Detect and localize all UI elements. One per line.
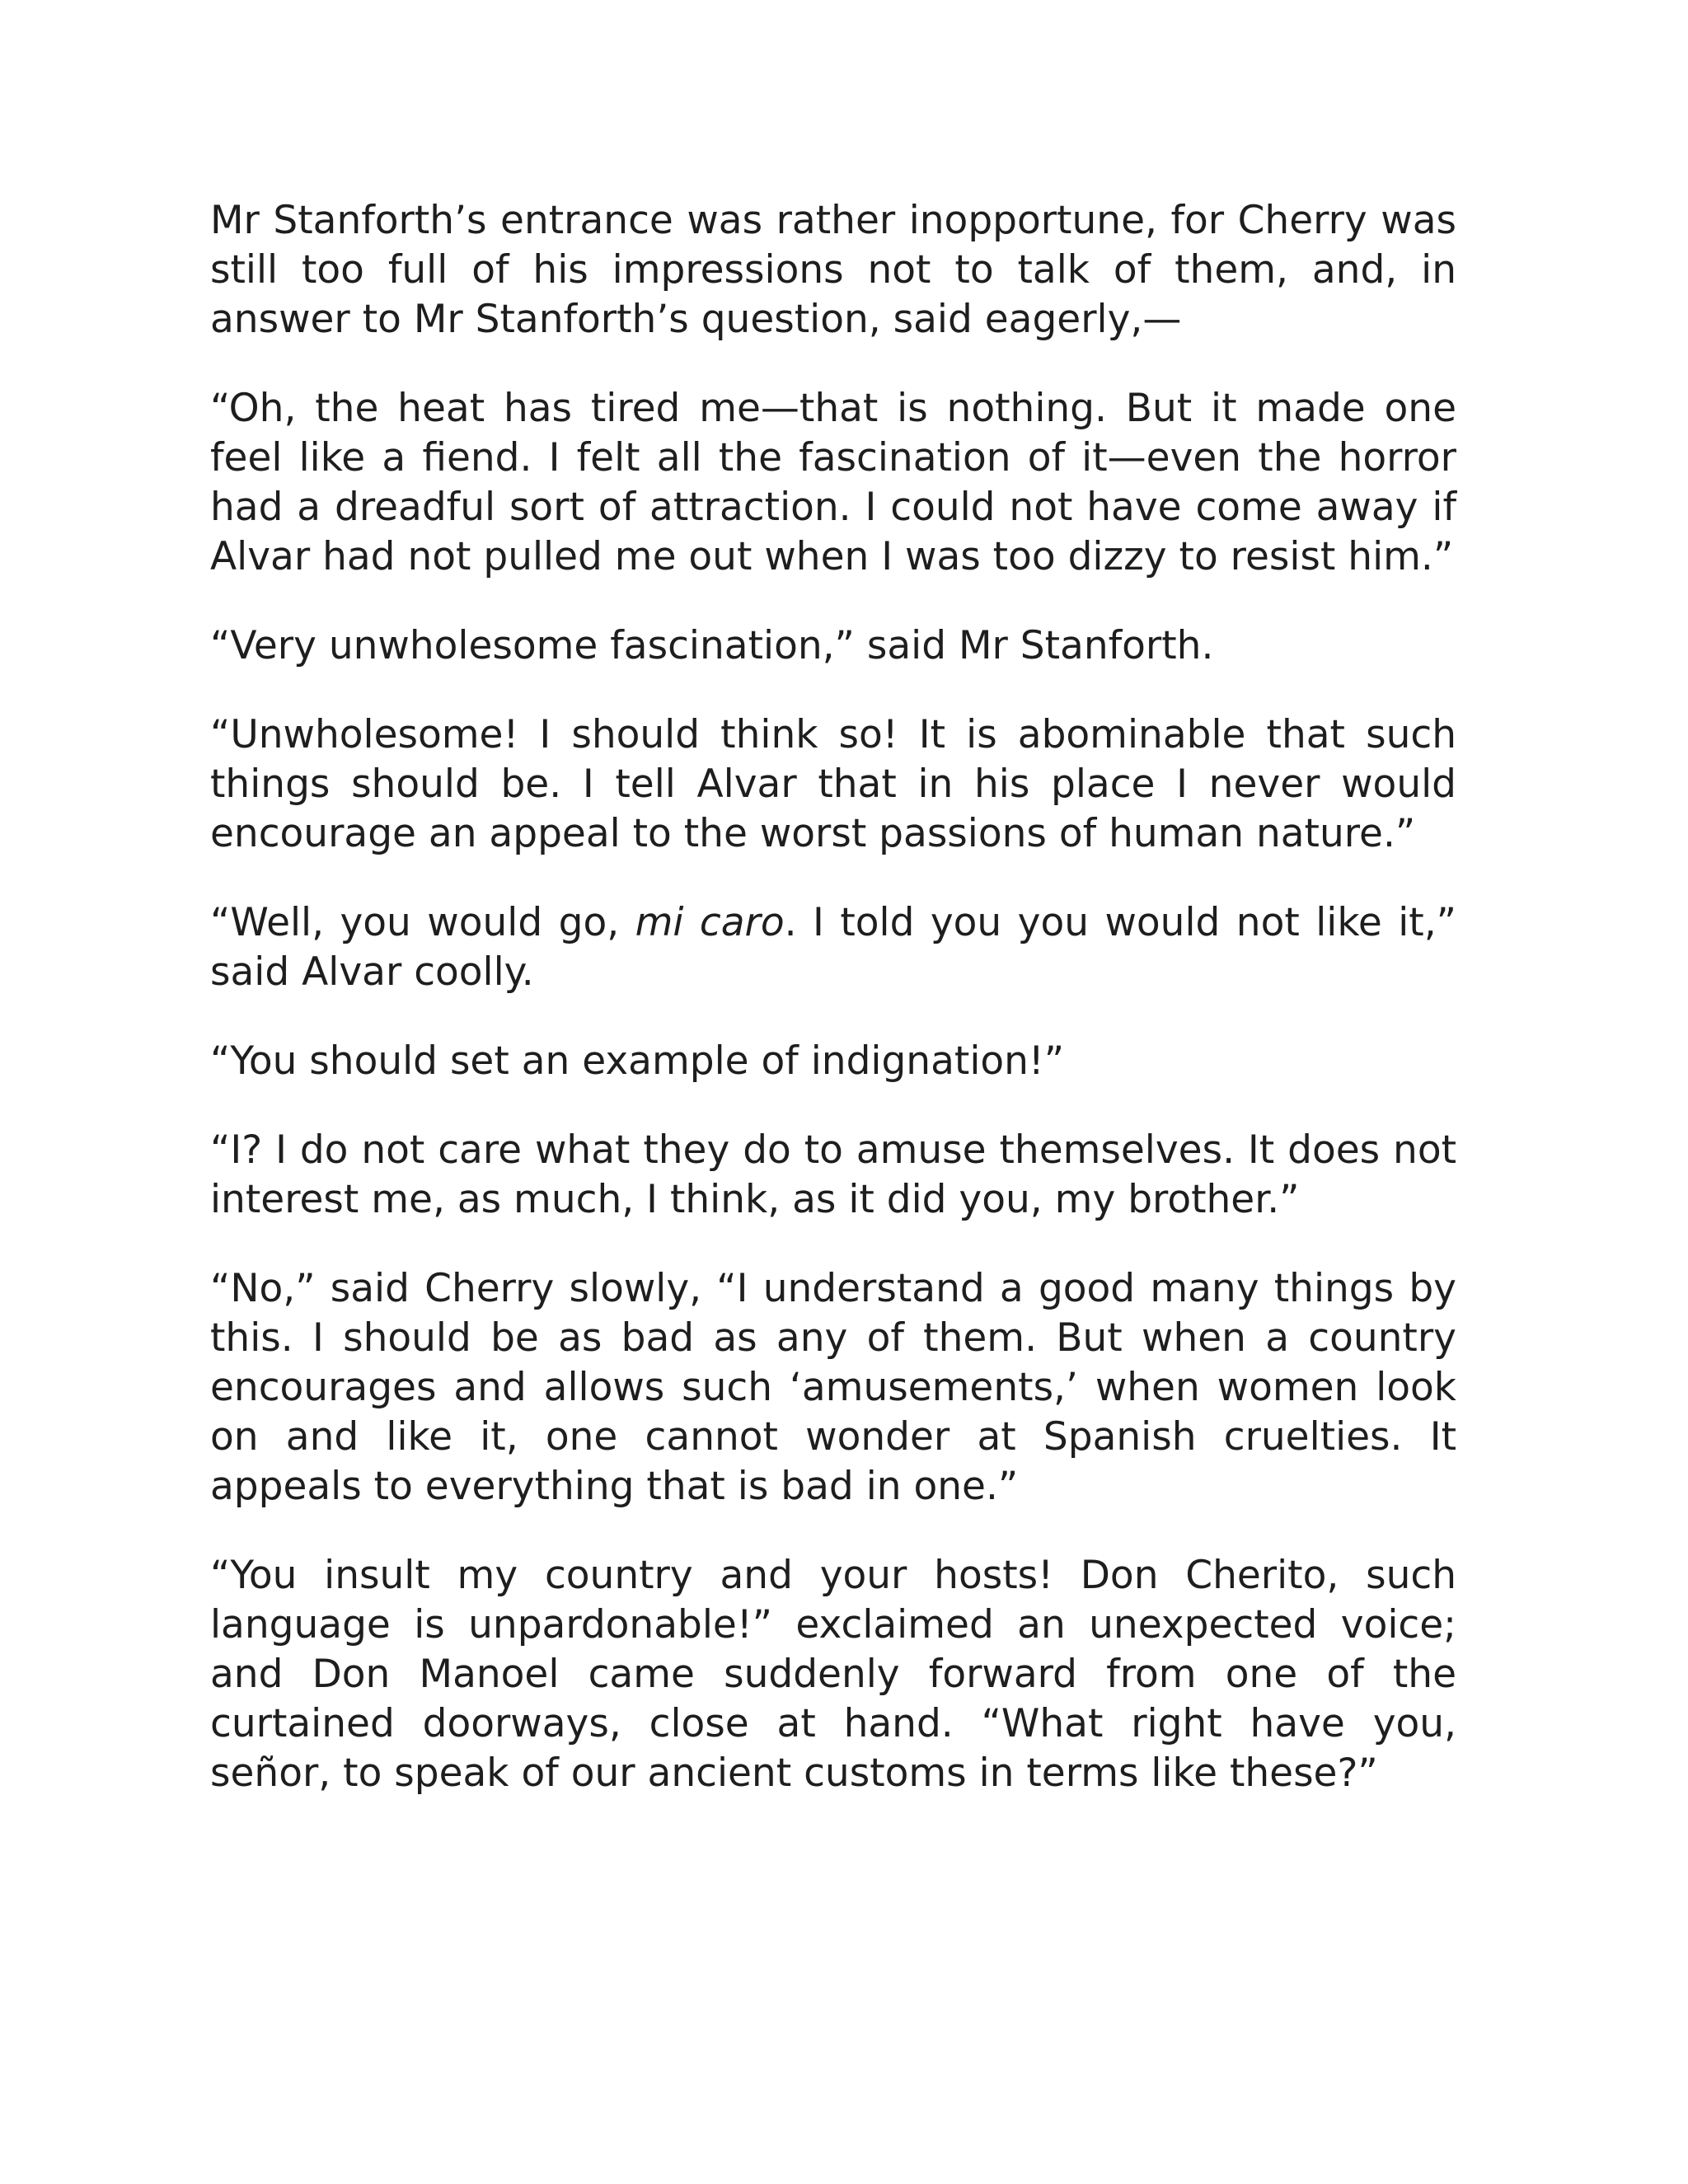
- paragraph-1: Mr Stanforth’s entrance was rather inopportune, for Cherry was still too full of his impressions not to talk of them, and, in answer to Mr Stanforth’s question, said eagerly,—: [210, 198, 1456, 342]
- paragraph-2: “Oh, the heat has tired me—that is nothing. But it made one feel like a fiend. I felt all the fascination of it—even the horror had a dreadful sort of attraction. I could not have come away if Alvar had not pulled me out when I was too dizzy to resist him.”: [210, 386, 1456, 579]
- paragraph-4: “Unwholesome! I should think so! It is abominable that such things should be. I tell Alvar that in his place I never would encourage an appeal to the worst passions of human nature.”: [210, 712, 1456, 856]
- paragraph-3: “Very unwholesome fascination,” said Mr Stanforth.: [210, 623, 1214, 668]
- paragraph-6: “You should set an example of indignation!”: [210, 1038, 1065, 1084]
- paragraph-5-after: . I told you you would not like it,” said Alvar coolly.: [210, 900, 1457, 995]
- paragraph-5-before: “Well, you would go,: [210, 900, 635, 945]
- paragraph-8: “No,” said Cherry slowly, “I understand a good many things by this. I should be as bad as any of them. But when a country encourages and allows such ‘amusements,’ when women look on and like it, one cannot wonder at Spanish cruelties. It appeals to everything that is bad in one.”: [210, 1266, 1456, 1509]
- document-page: [210, 196, 1456, 1798]
- paragraph-7: “I? I do not care what they do to amuse themselves. It does not interest me, as much, I think, as it did you, my brother.”: [210, 1127, 1456, 1222]
- paragraph-5-emphasis: mi caro: [635, 900, 785, 945]
- paragraph-9: “You insult my country and your hosts! Don Cherito, such language is unpardonable!” exclaimed an unexpected voice; and Don Manoel came suddenly forward from one of the curtained doorways, close at hand. “What right have you, señor, to speak of our ancient customs in terms like these?”: [210, 1553, 1456, 1796]
- paragraph-5: [210, 898, 1456, 997]
